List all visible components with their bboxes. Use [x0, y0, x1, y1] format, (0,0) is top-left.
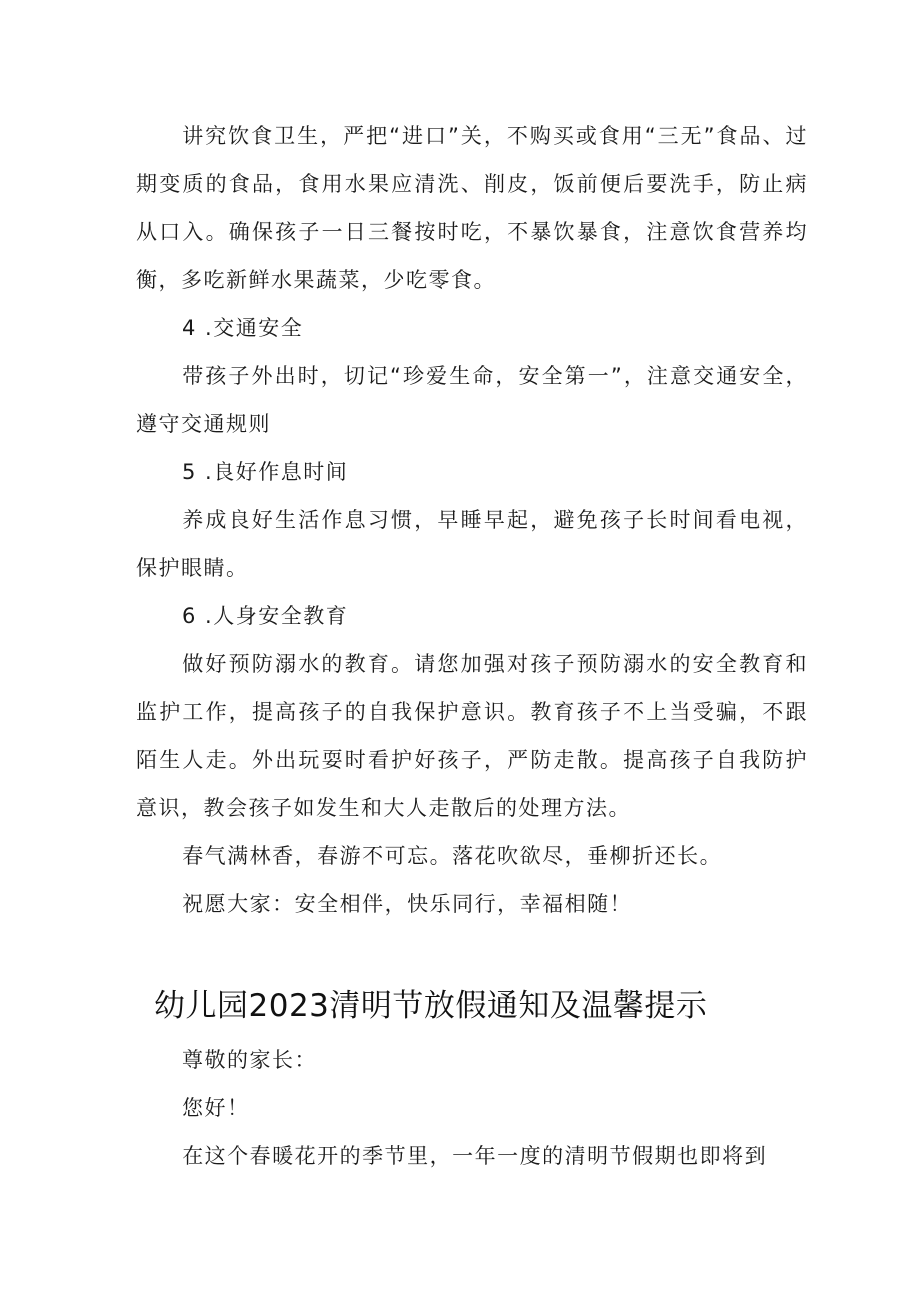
section-heading-traffic: 4 .交通安全 — [182, 316, 304, 340]
food-safety-paragraph: 讲究饮食卫生，严把“进口”关，不购买或食用“三无”食品、过期变质的食品，食用水果应清洗、削皮，饭前便后要洗手，防止病从口入。确保孩子一日三餐按时吃，不暴饮暴食，注意饮食营养均衡，多吃新鲜水果蔬菜，少吃零食。 — [136, 124, 808, 292]
section-heading-schedule: 5 .良好作息时间 — [182, 460, 349, 484]
greeting-line: 尊敬的家长： — [182, 1048, 317, 1072]
section-body-personal-safety: 做好预防溺水的教育。请您加强对孩子预防溺水的安全教育和监护工作，提高孩子的自我保护意识。教育孩子不上当受骗，不跟陌生人走。外出玩耍时看护好孩子，严防走散。提高孩子自我防护意识，教会孩子如发生和大人走散后的处理方法。 — [136, 652, 808, 820]
section-body-schedule: 养成良好生活作息习惯，早睡早起，避免孩子长时间看电视，保护眼睛。 — [136, 508, 808, 580]
poem-line: 春气满林香，春游不可忘。落花吹欲尽，垂柳折还长。 — [182, 844, 723, 868]
notice-title: 幼儿园2023清明节放假通知及温馨提示 — [154, 988, 708, 1024]
hello-line: 您好！ — [182, 1096, 250, 1120]
section-heading-personal-safety: 6 .人身安全教育 — [182, 604, 349, 628]
notice-body — [136, 1036, 808, 1180]
intro-paragraph: 在这个春暖花开的季节里，一年一度的清明节假期也即将到 — [182, 1144, 768, 1168]
document-upper-section — [136, 112, 808, 928]
wish-line: 祝愿大家：安全相伴，快乐同行，幸福相随！ — [182, 892, 633, 916]
section-body-traffic: 带孩子外出时，切记“珍爱生命，安全第一”，注意交通安全，遵守交通规则 — [136, 364, 808, 436]
